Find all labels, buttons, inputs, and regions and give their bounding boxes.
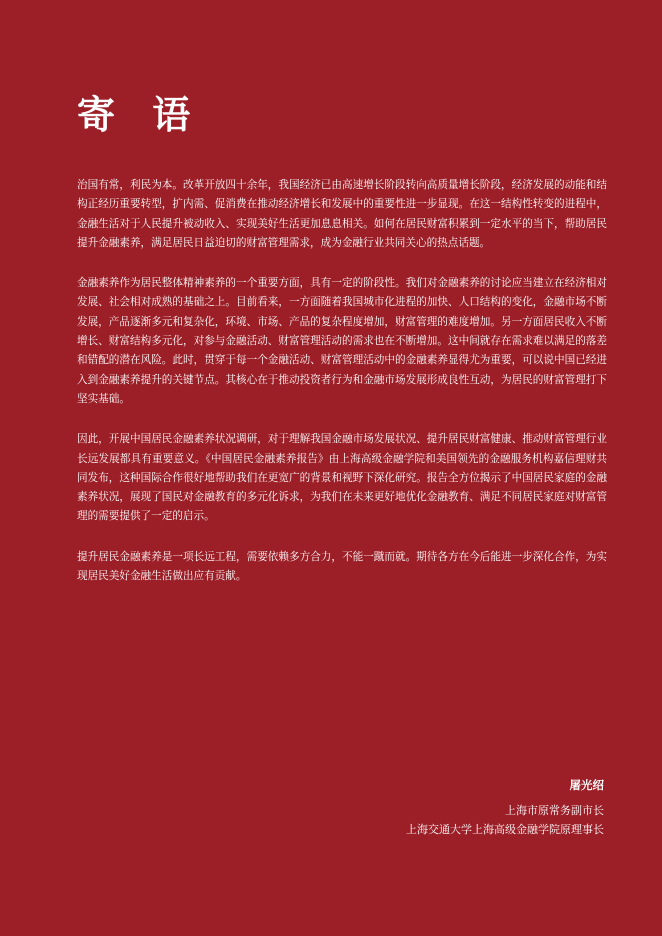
signature-block (406, 775, 604, 839)
foreword-body (77, 176, 607, 607)
signature-name: 屠光绍 (569, 778, 604, 792)
page-title: 寄 语 (77, 93, 203, 137)
paragraph-2: 金融素养作为居民整体精神素养的一个重要方面，具有一定的阶段性。我们对金融素养的讨论应当建立在经济相对发展、社会相对成熟的基础之上。目前看来，一方面随着我国城市化进程的加快、人口结构的变化，金融市场不断发展，产品逐渐多元和复杂化，环境、市场、产品的复杂程度增加，财富管理的难度增加。另一方面居民收入不断增长、财富结构多元化，对参与金融活动、财富管理活动的需求也在不断增加。这中间就存在需求难以满足的落差和错配的潜在风险。此时，贯穿于每一个金融活动、财富管理活动中的金融素养显得尤为重要，可以说中国已经进入到金融素养提升的关键节点。其核心在于推动投资者行为和金融市场发展形成良性互动，为居民的财富管理打下坚实基础。 (77, 277, 607, 405)
signature-title-2: 上海交通大学上海高级金融学院原理事长 (406, 823, 604, 836)
paragraph-1: 治国有常，利民为本。改革开放四十余年，我国经济已由高速增长阶段转向高质量增长阶段，经济发展的动能和结构正经历重要转型，扩内需、促消费在推动经济增长和发展中的重要性进一步显现。在这一结构性转变的进程中，金融生活对于人民提升被动收入、实现美好生活更加息息相关。如何在居民财富积累到一定水平的当下，帮助居民提升金融素养，满足居民日益迫切的财富管理需求，成为金融行业共同关心的热点话题。 (77, 179, 607, 249)
paragraph-3: 因此，开展中国居民金融素养状况调研，对于理解我国金融市场发展状况、提升居民财富健康、推动财富管理行业长远发展都具有重要意义。《中国居民金融素养报告》由上海高级金融学院和美国领先的金融服务机构嘉信理财共同发布，这种国际合作很好地帮助我们在更宽广的背景和视野下深化研究。报告全方位揭示了中国居民家庭的金融素养状况，展现了国民对金融教育的多元化诉求，为我们在未来更好地优化金融教育、满足不同居民家庭对财富管理的需要提供了一定的启示。 (77, 433, 607, 523)
signature-title-1: 上海市原常务副市长 (505, 804, 604, 817)
paragraph-4: 提升居民金融素养是一项长远工程，需要依赖多方合力，不能一蹴而就。期待各方在今后能进一步深化合作，为实现居民美好金融生活做出应有贡献。 (77, 550, 607, 583)
